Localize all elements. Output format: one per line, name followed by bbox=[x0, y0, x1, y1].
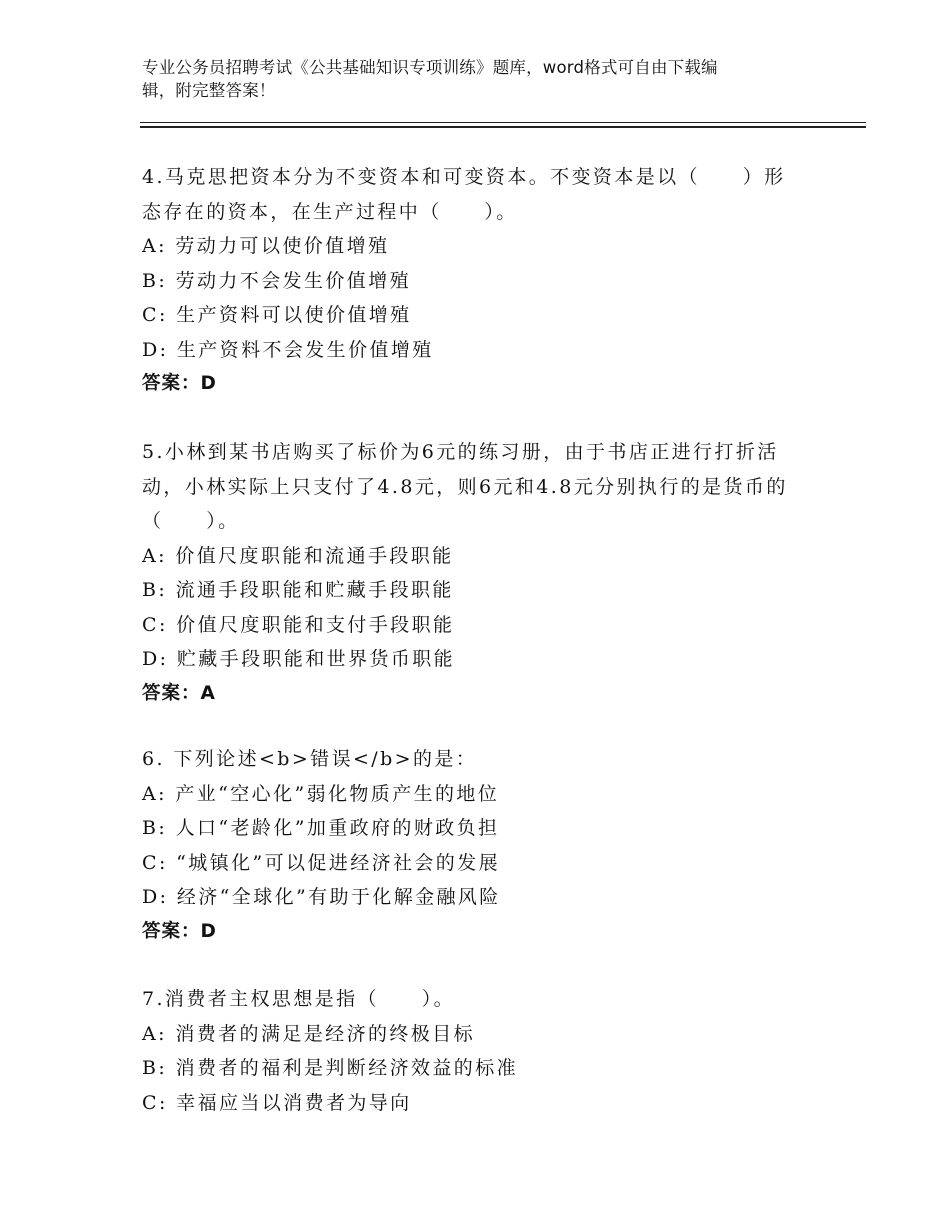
option-a: A: 产业“空心化”弱化物质产生的地位 bbox=[142, 782, 500, 805]
option-b: B: 人口“老龄化”加重政府的财政负担 bbox=[142, 817, 500, 839]
question-block bbox=[142, 435, 822, 711]
question-stem-line: 7.消费者主权思想是指（ ）。 bbox=[142, 988, 456, 1010]
option-c: C: “城镇化”可以促进经济社会的发展 bbox=[142, 851, 501, 874]
question-stem-line: 动，小林实际上只支付了4.8元，则6元和4.8元分别执行的是货币的 bbox=[142, 475, 788, 498]
question-stem-line: 4.马克思把资本分为不变资本和可变资本。不变资本是以（ ）形 bbox=[142, 166, 786, 188]
question-block bbox=[142, 742, 822, 949]
option-b: B: 消费者的福利是判断经济效益的标准 bbox=[142, 1057, 519, 1079]
question-stem-line: （ ）。 bbox=[142, 510, 240, 532]
option-a: A: 价值尺度职能和流通手段职能 bbox=[142, 544, 454, 567]
option-c: C: 生产资料可以使价值增殖 bbox=[142, 304, 412, 326]
question-stem-line: 态存在的资本，在生产过程中（ ）。 bbox=[142, 200, 518, 223]
answer-line: 答案：D bbox=[142, 920, 217, 942]
option-a: A: 劳动力可以使价值增殖 bbox=[142, 235, 390, 257]
option-b: B: 劳动力不会发生价值增殖 bbox=[142, 269, 412, 292]
header-divider bbox=[140, 126, 866, 128]
header-line: 专业公务员招聘考试《公共基础知识专项训练》题库，word格式可自由下载编 bbox=[142, 58, 718, 77]
header-line: 辑，附完整答案！ bbox=[142, 81, 276, 100]
answer-line: 答案：D bbox=[142, 373, 217, 394]
question-stem-line: 5.小林到某书店购买了标价为6元的练习册，由于书店正进行打折活 bbox=[142, 441, 779, 463]
answer-line: 答案：A bbox=[142, 682, 216, 704]
option-b: B: 流通手段职能和贮藏手段职能 bbox=[142, 579, 454, 601]
option-c: C: 价值尺度职能和支付手段职能 bbox=[142, 613, 455, 636]
question-block bbox=[142, 160, 822, 402]
option-a: A: 消费者的满足是经济的终极目标 bbox=[142, 1022, 475, 1045]
option-d: D: 经济“全球化”有助于化解金融风险 bbox=[142, 886, 501, 908]
option-d: D: 生产资料不会发生价值增殖 bbox=[142, 338, 434, 361]
option-c: C: 幸福应当以消费者为导向 bbox=[142, 1091, 412, 1114]
option-d: D: 贮藏手段职能和世界货币职能 bbox=[142, 648, 456, 670]
header-divider bbox=[140, 122, 866, 123]
question-block bbox=[142, 982, 822, 1120]
document-header bbox=[142, 56, 822, 102]
question-stem-line: 6. 下列论述<b>错误</b>的是： bbox=[142, 748, 478, 770]
